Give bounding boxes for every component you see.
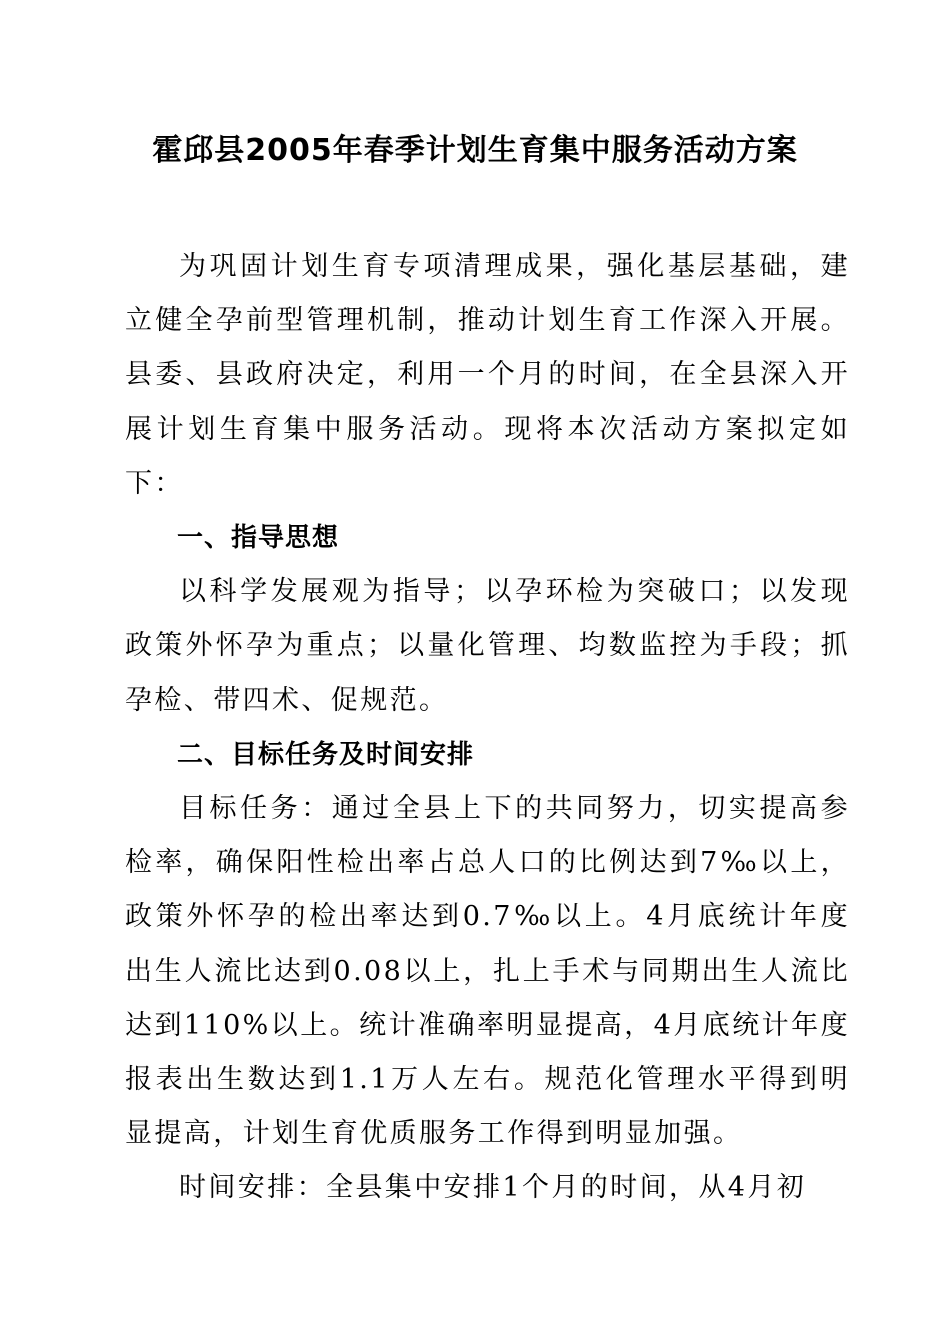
goals-paragraph: 目标任务：通过全县上下的共同努力，切实提高参检率，确保阳性检出率占总人口的比例达到7‰以上，政策外怀孕的检出率达到0.7‰以上。4月底统计年度出生人流比达到0.08以上，扎上手术与同期出生人流比达到110%以上。统计准确率明显提高，4月底统计年度报表出生数达到1.1万人左右。规范化管理水平得到明显提高，计划生育优质服务工作得到明显加强。 xyxy=(125,793,850,1150)
section-heading-guiding-ideology: 一、指导思想 xyxy=(177,523,340,554)
document-body xyxy=(125,240,850,1216)
guiding-ideology-paragraph: 以科学发展观为指导；以孕环检为突破口；以发现政策外怀孕为重点；以量化管理、均数监控为手段；抓孕检、带四术、促规范。 xyxy=(125,576,850,716)
intro-paragraph: 为巩固计划生育专项清理成果，强化基层基础，建立健全孕前型管理机制，推动计划生育工作深入开展。县委、县政府决定，利用一个月的时间，在全县深入开展计划生育集中服务活动。现将本次活动方案拟定如下： xyxy=(125,251,850,499)
document-title: 霍邱县2005年春季计划生育集中服务活动方案 xyxy=(152,133,798,168)
section-heading-goals-and-schedule: 二、目标任务及时间安排 xyxy=(177,739,475,770)
schedule-paragraph: 时间安排：全县集中安排1个月的时间，从4月初 xyxy=(179,1172,807,1204)
